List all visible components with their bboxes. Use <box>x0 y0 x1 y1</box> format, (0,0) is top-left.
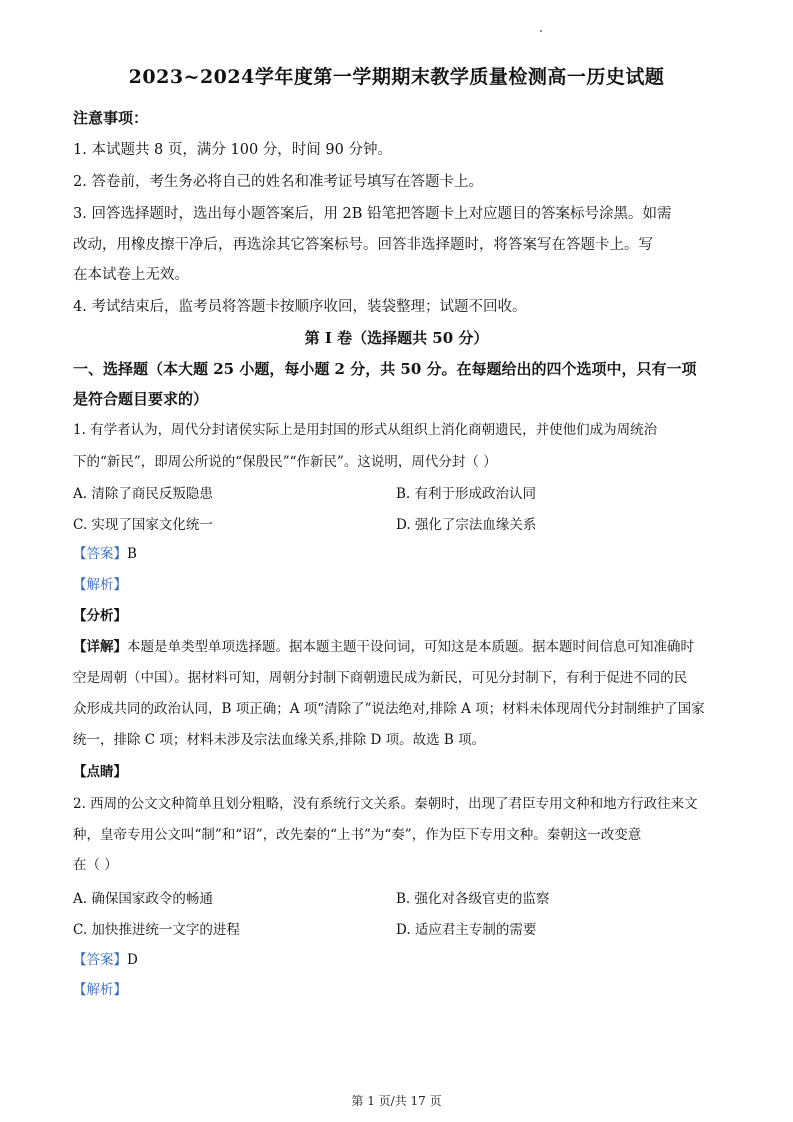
q1-stem-line-1: 1. 有学者认为，周代分封诸侯实际上是用封国的形式从组织上消化商朝遗民，并使他们成为周统治 <box>73 422 658 438</box>
q1-answer-tag: 【答案】 <box>73 546 127 562</box>
q2-analysis-tag: 【解析】 <box>73 982 127 998</box>
notice-item-3-line-3: 在本试卷上无效。 <box>73 267 189 283</box>
notice-item-3-line-1: 3. 回答选择题时，选出每小题答案后，用 2B 铅笔把答题卡上对应题目的答案标号涂黑。如需 <box>73 206 672 222</box>
section-heading-line-2: 是符合题目要求的） <box>73 390 209 408</box>
q2-stem-line-2: 种，皇帝专用公文叫“制”和“诏”，改先秦的“上书”为“奏”，作为臣下专用文种。秦朝这一改变意 <box>73 827 642 843</box>
q1-fenxi-tag: 【分析】 <box>73 608 127 624</box>
notice-heading: 注意事项： <box>73 109 149 127</box>
q1-detail-tag: 【详解】 <box>73 639 127 655</box>
notice-item-3-line-2: 改动，用橡皮擦干净后，再选涂其它答案标号。回答非选择题时，将答案写在答题卡上。写 <box>73 237 653 253</box>
section-heading-line-1: 一、选择题（本大题 25 小题，每小题 2 分，共 50 分。在每题给出的四个选项中，只有一项 <box>73 360 697 378</box>
page-title: 2023~2024学年度第一学期期末教学质量检测高一历史试题 <box>128 66 665 88</box>
q1-stem-line-2: 下的“新民”，即周公所说的“保殷民”“作新民”。这说明，周代分封（ ） <box>73 454 497 470</box>
scan-dot <box>540 30 542 32</box>
q1-answer <box>73 544 137 564</box>
q1-option-c: C. 实现了国家文化统一 <box>73 517 213 533</box>
q1-detail-line-3: 众形成共同的政治认同，B 项正确；A 项“清除了”说法绝对,排除 A 项；材料未体现周代分封制维护了国家 <box>73 701 705 717</box>
page-footer: 第 1 页/共 17 页 <box>351 1094 442 1108</box>
q1-analysis-tag: 【解析】 <box>73 577 127 593</box>
q2-answer-value: D <box>127 952 138 968</box>
q1-option-b: B. 有利于形成政治认同 <box>396 486 537 502</box>
q2-stem-line-3: 在（ ） <box>73 857 118 873</box>
q1-option-d: D. 强化了宗法血缘关系 <box>396 517 537 533</box>
q1-detail-line-1 <box>73 637 694 657</box>
notice-item-1: 1. 本试题共 8 页，满分 100 分，时间 90 分钟。 <box>73 142 392 158</box>
q1-option-a: A. 清除了商民反叛隐患 <box>73 486 213 502</box>
q2-answer <box>73 950 138 970</box>
q2-answer-tag: 【答案】 <box>73 952 127 968</box>
notice-item-2: 2. 答卷前，考生务必将自己的姓名和准考证号填写在答题卡上。 <box>73 174 483 190</box>
q1-detail-text-1: 本题是单类型单项选择题。据本题主题干设问词，可知这是本质题。据本题时间信息可知准确时 <box>127 639 694 655</box>
q2-option-c: C. 加快推进统一文字的进程 <box>73 922 240 938</box>
q2-option-a: A. 确保国家政令的畅通 <box>73 891 213 907</box>
q2-stem-line-1: 2. 西周的公文文种简单且划分粗略，没有系统行文关系。秦朝时，出现了君臣专用文种和地方行政往来文 <box>73 796 698 812</box>
q2-option-b: B. 强化对各级官吏的监察 <box>396 891 550 907</box>
q1-detail-line-2: 空是周朝（中国）。据材料可知，周朝分封制下商朝遗民成为新民，可见分封制下，有利于促进不同的民 <box>73 670 688 686</box>
q1-answer-value: B <box>127 546 137 562</box>
q1-dianjing-tag: 【点睛】 <box>73 764 127 780</box>
notice-item-4: 4. 考试结束后，监考员将答题卡按顺序收回，装袋整理；试题不回收。 <box>73 299 527 315</box>
q1-detail-line-4: 统一，排除 C 项；材料未涉及宗法血缘关系,排除 D 项。故选 B 项。 <box>73 732 486 748</box>
part1-heading: 第 I 卷（选择题共 50 分） <box>304 329 489 347</box>
q2-option-d: D. 适应君主专制的需要 <box>396 922 537 938</box>
